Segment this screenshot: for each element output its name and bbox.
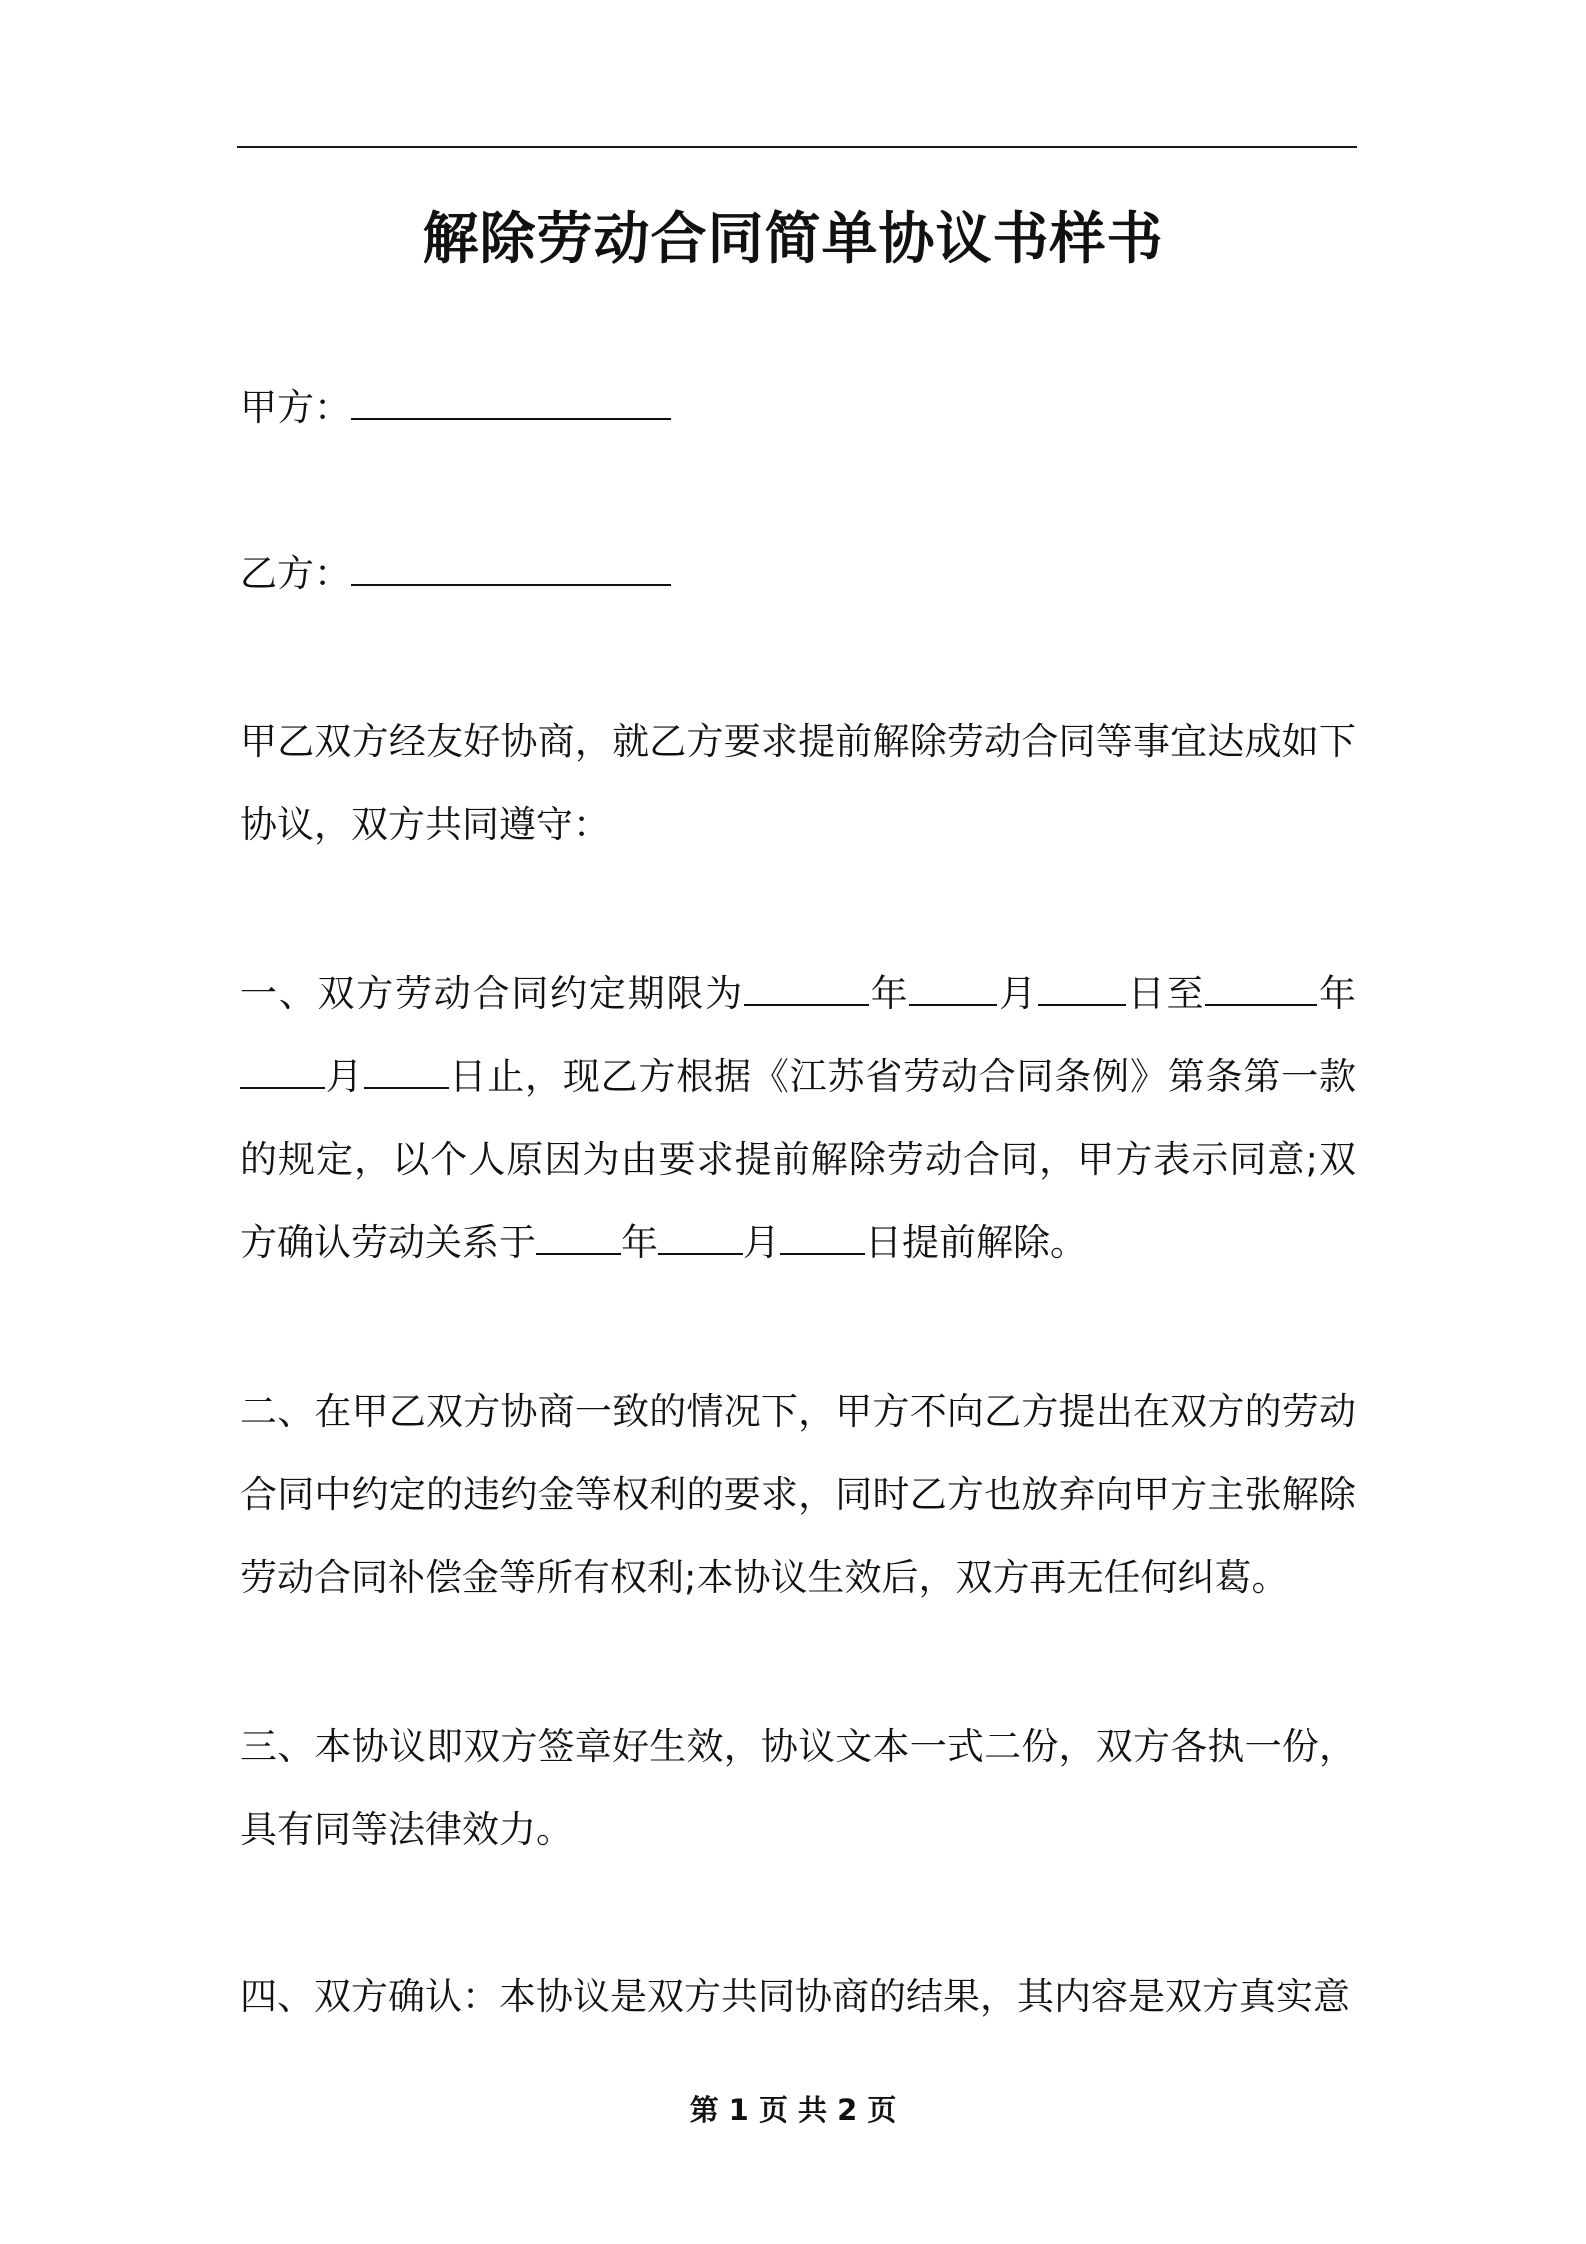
- clause-1-text-6: 月: [325, 1055, 364, 1098]
- clause-1-text-2: 年: [868, 972, 910, 1015]
- intro-paragraph: 甲乙双方经友好协商，就乙方要求提前解除劳动合同等事宜达成如下协议，双方共同遵守：: [240, 720, 1356, 846]
- clause-1-paragraph: [240, 952, 1356, 1284]
- start-year-blank[interactable]: [744, 972, 869, 1006]
- clause-1-text-4: 日至: [1125, 972, 1206, 1015]
- document-title: 解除劳动合同简单协议书样书: [422, 207, 1164, 272]
- clause-2-paragraph: 二、在甲乙双方协商一致的情况下，甲方不向乙方提出在双方的劳动合同中约定的违约金等权利的要求，同时乙方也放弃向甲方主张解除劳动合同补偿金等所有权利;本协议生效后，双方再无任何纠葛。: [240, 1390, 1356, 1599]
- end-month-blank[interactable]: [240, 1055, 325, 1089]
- clause-1-text-5: 年: [1317, 972, 1357, 1015]
- termination-month-blank[interactable]: [658, 1221, 743, 1255]
- start-month-blank[interactable]: [909, 972, 997, 1006]
- clause-1-text-7: 日止，现乙方根据《江苏省劳动合同条例》第条第一款的规定，以个人原因为由要求提前解除劳动合同，甲方表示同意;双方确认劳动关系于: [240, 1055, 1357, 1264]
- termination-year-blank[interactable]: [536, 1221, 621, 1255]
- party-a-line: [240, 366, 671, 449]
- clause-3-paragraph: 三、本协议即双方签章好生效，协议文本一式二份，双方各执一份，具有同等法律效力。: [240, 1725, 1356, 1851]
- party-b-blank[interactable]: [351, 552, 671, 586]
- clause-1-text-3: 月: [997, 972, 1038, 1015]
- start-day-blank[interactable]: [1038, 972, 1126, 1006]
- end-year-blank[interactable]: [1205, 972, 1317, 1006]
- party-b-label: 乙方：: [240, 552, 351, 595]
- header-rule: [237, 146, 1357, 148]
- party-b-line: [240, 532, 671, 615]
- clause-4-paragraph: 四、双方确认：本协议是双方共同协商的结果，其内容是双方真实意: [240, 1975, 1350, 2018]
- clause-1-text-9: 月: [743, 1221, 780, 1264]
- clause-1-text-10: 日提前解除。: [865, 1221, 1087, 1264]
- clause-1-text-1: 一、双方劳动合同约定期限为: [240, 972, 744, 1015]
- end-day-blank[interactable]: [364, 1055, 449, 1089]
- clause-1-text-8: 年: [621, 1221, 658, 1264]
- party-a-label: 甲方：: [240, 386, 351, 429]
- party-a-blank[interactable]: [351, 386, 671, 420]
- termination-day-blank[interactable]: [780, 1221, 865, 1255]
- page-indicator: 第 1 页 共 2 页: [689, 2093, 897, 2127]
